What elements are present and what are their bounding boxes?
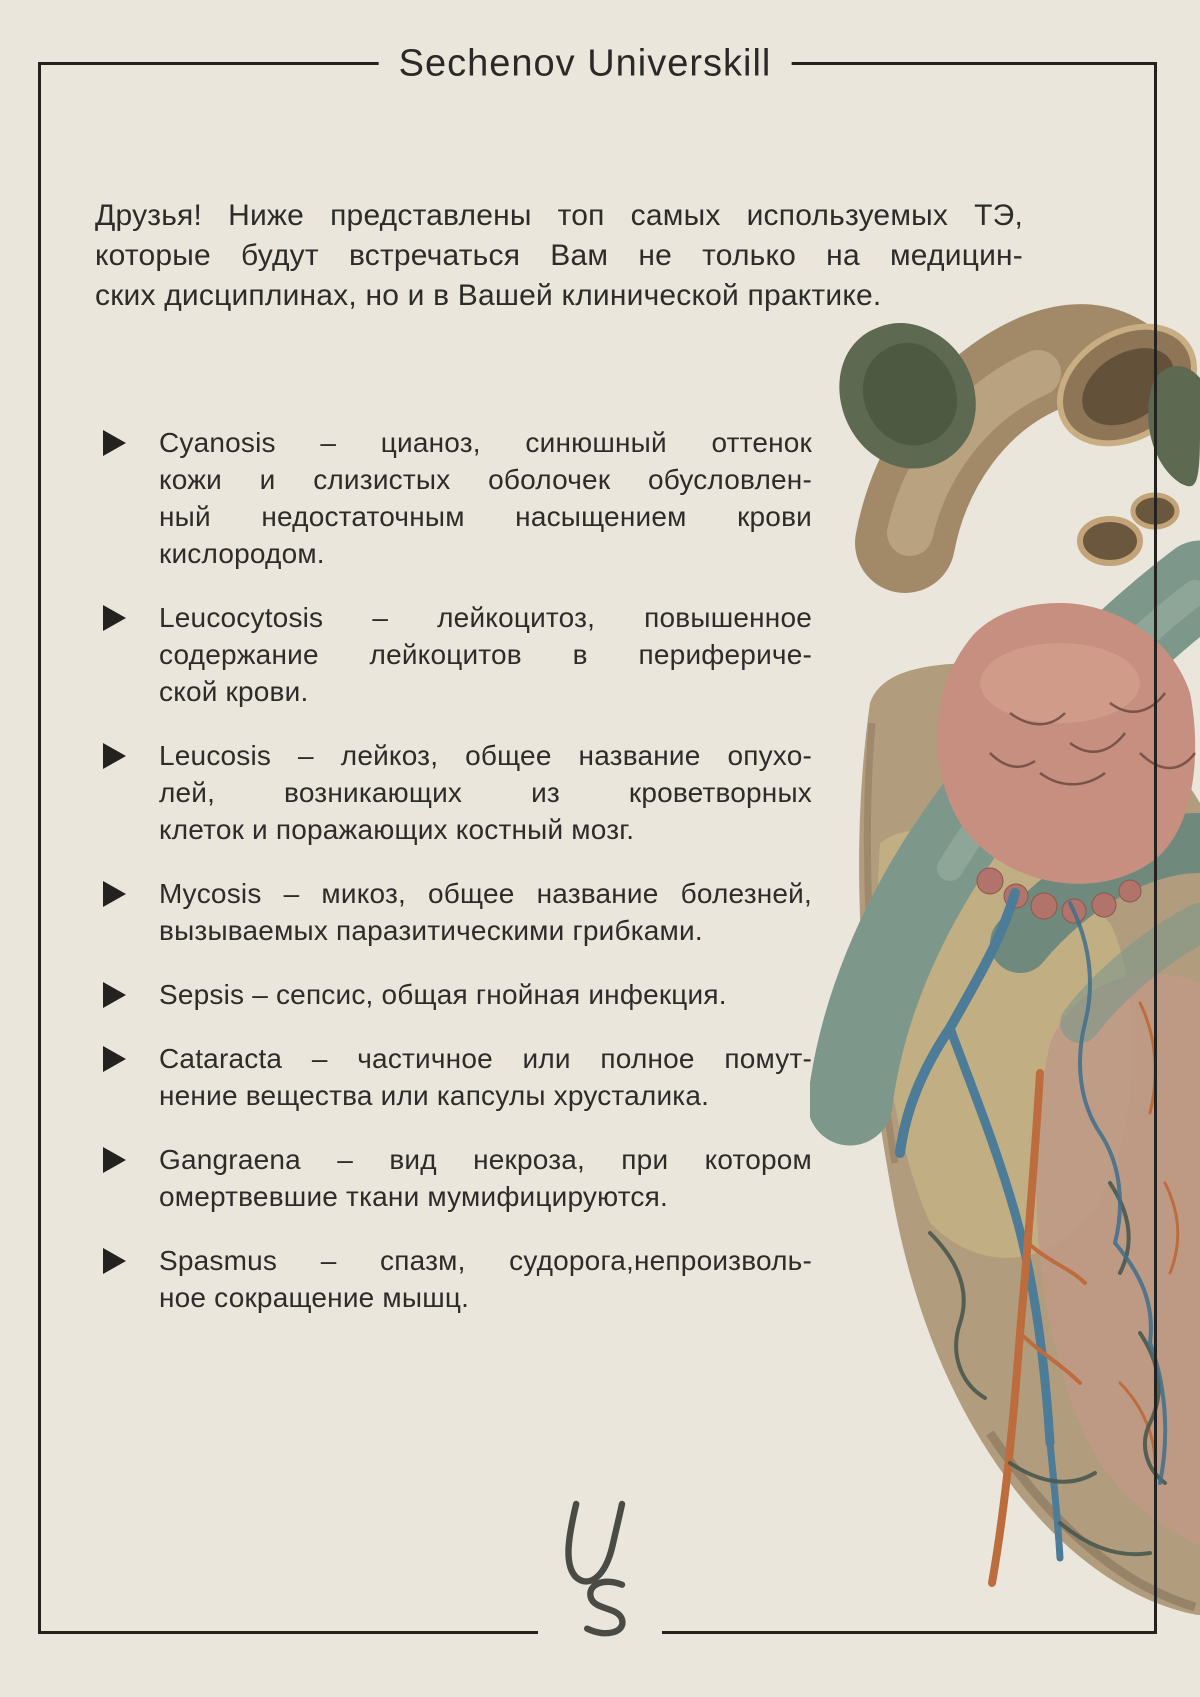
term-item-mycosis — [159, 875, 812, 949]
triangle-bullet-icon — [103, 1248, 126, 1274]
term-text: Sepsis – сепсис, общая гнойная инфекция. — [159, 979, 727, 1010]
triangle-bullet-icon — [103, 743, 126, 769]
term-item-spasmus — [159, 1242, 812, 1316]
triangle-bullet-icon — [103, 605, 126, 631]
term-item-leucocytosis — [159, 599, 812, 710]
terms-list — [159, 424, 812, 1343]
term-item-gangraena — [159, 1141, 812, 1215]
term-text: Leucosis – лейкоз, общее название опухо- лей, возникающих из кроветворных клеток и поражающих костный мозг. — [159, 740, 812, 845]
term-item-leucosis — [159, 737, 812, 848]
term-text: Cataracta – частичное или полное помут- нение вещества или капсулы хрусталика. — [159, 1043, 812, 1111]
term-item-cataracta — [159, 1040, 812, 1114]
term-text: Cyanosis – цианоз, синюшный оттенок кожи и слизистых оболочек обусловлен- ный недостаточным насыщением крови кислородом. — [159, 427, 812, 569]
term-text: Mycosis – микоз, общее название болезней, вызываемых паразитическими грибками. — [159, 878, 812, 946]
anatomical-heart-illustration — [810, 283, 1200, 1628]
triangle-bullet-icon — [103, 1147, 126, 1173]
universkill-monogram-logo — [538, 1488, 662, 1652]
triangle-bullet-icon — [103, 1046, 126, 1072]
triangle-bullet-icon — [103, 982, 126, 1008]
term-text: Spasmus – спазм, судорога,непроизволь- ное сокращение мышц. — [159, 1245, 812, 1313]
intro-paragraph: Друзья! Ниже представлены топ самых используемых ТЭ, которые будут встречаться Вам не только на медицин- ских дисциплинах, но и в Вашей клинической практике. — [95, 199, 1023, 312]
term-text: Leucocytosis – лейкоцитоз, повышенное содержание лейкоцитов в перифериче- ской крови. — [159, 602, 812, 707]
term-text: Gangraena – вид некроза, при котором омертвевшие ткани мумифицируются. — [159, 1144, 812, 1212]
page-title: Sechenov Universkill — [379, 41, 792, 88]
term-item-sepsis — [159, 976, 812, 1013]
triangle-bullet-icon — [103, 430, 126, 456]
term-item-cyanosis — [159, 424, 812, 572]
triangle-bullet-icon — [103, 881, 126, 907]
